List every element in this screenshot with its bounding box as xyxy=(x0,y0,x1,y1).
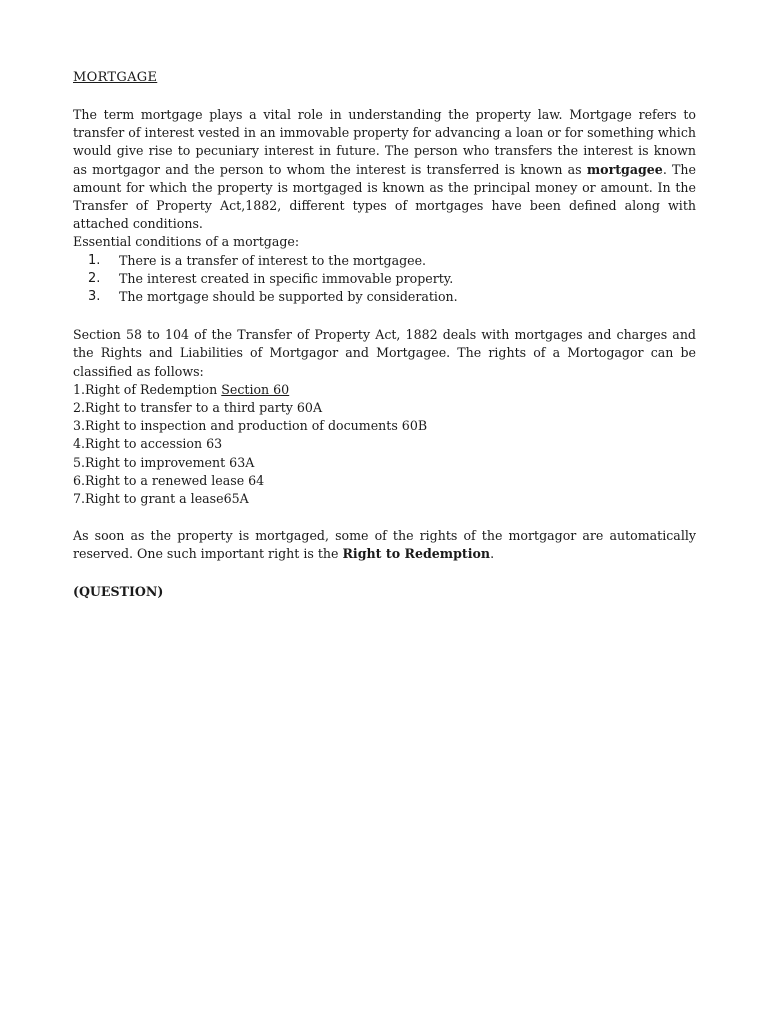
conditions-list xyxy=(73,252,696,307)
right-item: 5.Right to improvement 63A xyxy=(73,454,255,470)
right-to-redemption-term: Right to Redemption xyxy=(342,546,491,562)
closing-text-part1: As soon as the property is mortgaged, some of the rights of the mortgagor are automatically reserved. One such important right is the xyxy=(73,528,696,562)
condition-number: 1. xyxy=(88,252,101,268)
right-item xyxy=(73,381,696,399)
condition-item xyxy=(73,252,696,270)
closing-text-part2: . xyxy=(490,546,495,562)
rights-list xyxy=(73,381,696,508)
section-60-link[interactable]: Section 60 xyxy=(221,381,290,397)
conditions-heading: Essential conditions of a mortgage: xyxy=(73,234,300,250)
condition-text: The mortgage should be supported by consideration. xyxy=(119,289,458,305)
intro-text-part1: The term mortgage plays a vital role in understanding the property law. Mortgage refers to transfer of interest vested in an immovable property for advancing a loan or for something which would give rise to pecuniary interest in future. The person who transfers the interest is known as mortgagor and the person to whom the interest is transferred is known as xyxy=(73,107,696,177)
closing-paragraph xyxy=(73,527,696,563)
intro-text-part2: . The amount for which the property is mortgaged is known as the principal money or amount. In the Transfer of Property Act,1882, different types of mortgages have been defined along with attached conditions. xyxy=(73,161,696,232)
condition-item xyxy=(73,270,696,288)
right-item: 4.Right to accession 63 xyxy=(73,436,223,452)
condition-number: 3. xyxy=(88,289,101,305)
condition-number: 2. xyxy=(88,270,101,286)
intro-paragraph xyxy=(73,106,696,233)
condition-item xyxy=(73,288,696,306)
question-heading: (QUESTION) xyxy=(73,583,164,599)
condition-text: The interest created in specific immovable property. xyxy=(119,270,454,286)
right-item: 2.Right to transfer to a third party 60A xyxy=(73,400,323,416)
document-body xyxy=(73,60,696,601)
document-title: MORTGAGE xyxy=(73,70,158,85)
right-item: 3.Right to inspection and production of documents 60B xyxy=(73,418,428,434)
condition-text: There is a transfer of interest to the mortgagee. xyxy=(119,252,427,268)
mortgagee-term: mortgagee xyxy=(586,161,663,177)
right-item: 7.Right to grant a lease65A xyxy=(73,491,249,507)
right-text: 1.Right of Redemption xyxy=(73,381,222,397)
section-paragraph: Section 58 to 104 of the Transfer of Property Act, 1882 deals with mortgages and charges and the Rights and Liabilities of Mortgagor and Mortgagee. The rights of a Mortogagor can be classified as follows: xyxy=(73,327,696,379)
right-item: 6.Right to a renewed lease 64 xyxy=(73,472,265,488)
